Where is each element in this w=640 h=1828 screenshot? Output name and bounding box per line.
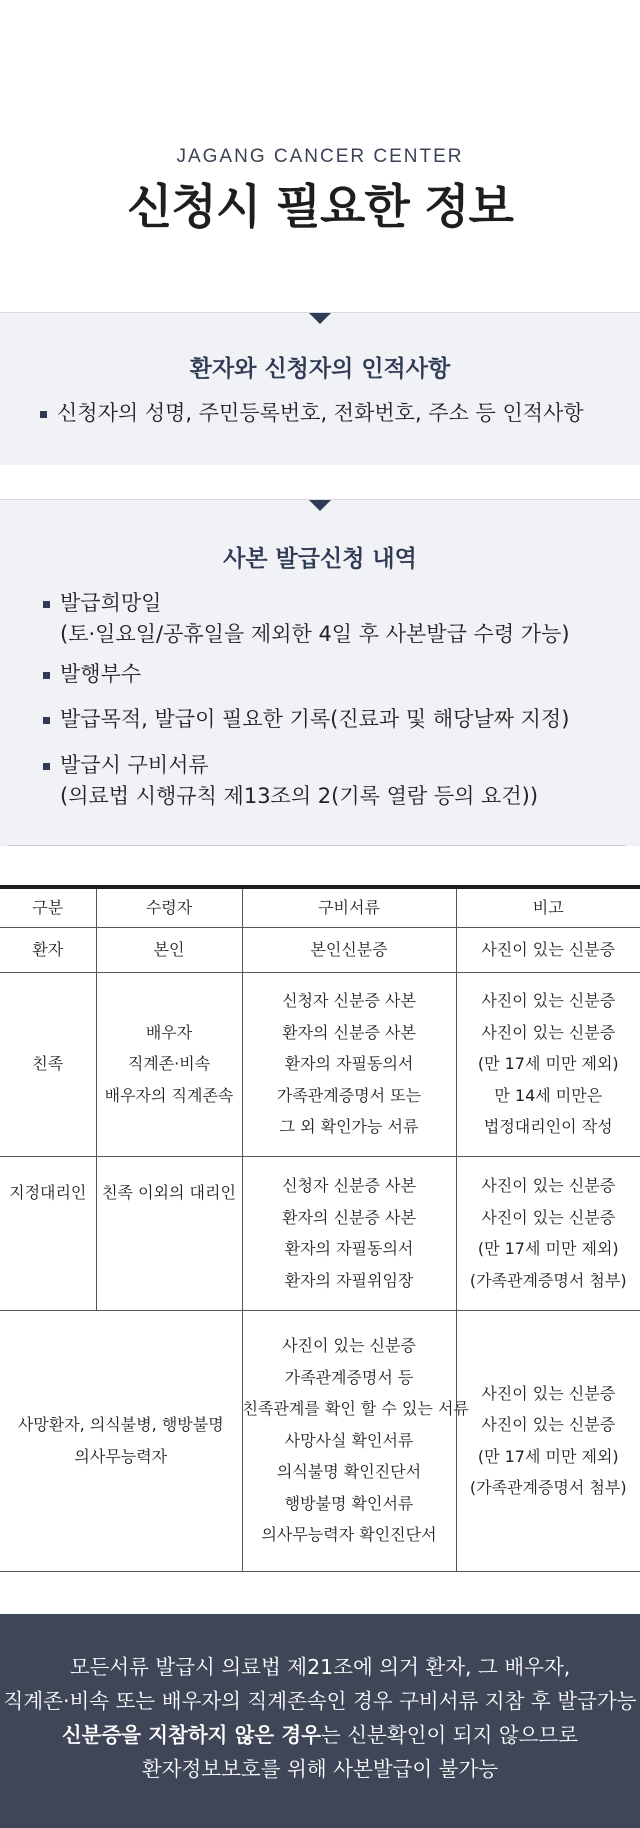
documents-cell: 사진이 있는 신분증 가족관계증명서 등 친족관계를 확인 할 수 있는 서류 사망사실 확인서류 의식불명 확인진단서 행방불명 확인서류 의사무능력자 확인진단서 [242,1310,456,1571]
category-cell: 친족 [0,972,96,1156]
notice-line: 모든서류 발급시 의료법 제21조에 의거 환자, 그 배우자, [69,1655,571,1679]
notice-line: 신분증을 지참하지 않은 경우는 신분확인이 되지 않으므로 [61,1723,579,1747]
recipient-cell: 친족 이외의 대리인 [96,1156,242,1310]
center-name: JAGANG CANCER CENTER [176,146,464,167]
list-item: 발급시 구비서류 (의료법 시행규칙 제13조의 2(기록 열람 등의 요건)) [60,750,538,812]
bullet-icon [43,763,50,770]
divider [8,845,626,846]
footer-notice [0,1614,640,1828]
table-row [0,1156,640,1310]
table-row [0,1310,640,1571]
section-title: 사본 발급신청 내역 [223,546,417,572]
recipient-cell: 배우자 직계존·비속 배우자의 직계존속 [96,972,242,1156]
column-header: 수령자 [96,887,242,927]
table-row [0,972,640,1156]
recipient-cell: 본인 [96,927,242,972]
notice-line: 직계존·비속 또는 배우자의 직계존속인 경우 구비서류 지참 후 발급가능 [3,1689,637,1713]
list-item: 신청자의 성명, 주민등록번호, 전화번호, 주소 등 인적사항 [57,398,584,429]
triangle-down-icon [309,500,331,511]
header [0,0,640,310]
documents-cell: 신청자 신분증 사본 환자의 신분증 사본 환자의 자필동의서 가족관계증명서 또는 그 외 확인가능 서류 [242,972,456,1156]
page-title: 신청시 필요한 정보 [127,180,513,235]
column-header: 비고 [456,887,640,927]
section-title: 환자와 신청자의 인적사항 [189,356,451,382]
bullet-icon [40,411,47,418]
list-item: 발급희망일 (토·일요일/공휴일을 제외한 4일 후 사본발급 수령 가능) [60,588,570,650]
section-personal-info [0,312,640,465]
section-copy-request [0,499,640,846]
column-header: 구분 [0,887,96,927]
notice-line: 환자정보보호를 위해 사본발급이 불가능 [141,1757,499,1781]
category-cell: 지정대리인 [0,1156,96,1310]
documents-cell: 본인신분증 [242,927,456,972]
bullet-icon [43,601,50,608]
table-row [0,927,640,972]
list-item: 발행부수 [60,659,141,690]
list-item: 발급목적, 발급이 필요한 기록(진료과 및 해당날짜 지정) [60,704,569,735]
notes-cell: 사진이 있는 신분증 사진이 있는 신분증 (만 17세 미만 제외) 만 14세 미만은 법정대리인이 작성 [456,972,640,1156]
requirements-table [0,885,640,1572]
documents-cell: 신청자 신분증 사본 환자의 신분증 사본 환자의 자필동의서 환자의 자필위임장 [242,1156,456,1310]
category-cell: 환자 [0,927,96,972]
notes-cell: 사진이 있는 신분증 사진이 있는 신분증 (만 17세 미만 제외) (가족관계증명서 첨부) [456,1156,640,1310]
triangle-down-icon [309,313,331,324]
bullet-icon [43,717,50,724]
notes-cell: 사진이 있는 신분증 사진이 있는 신분증 (만 17세 미만 제외) (가족관계증명서 첨부) [456,1310,640,1571]
notes-cell: 사진이 있는 신분증 [456,927,640,972]
table-header-row [0,887,640,927]
category-cell: 사망환자, 의식불병, 행방불명 의사무능력자 [0,1310,242,1571]
column-header: 구비서류 [242,887,456,927]
bullet-icon [43,672,50,679]
